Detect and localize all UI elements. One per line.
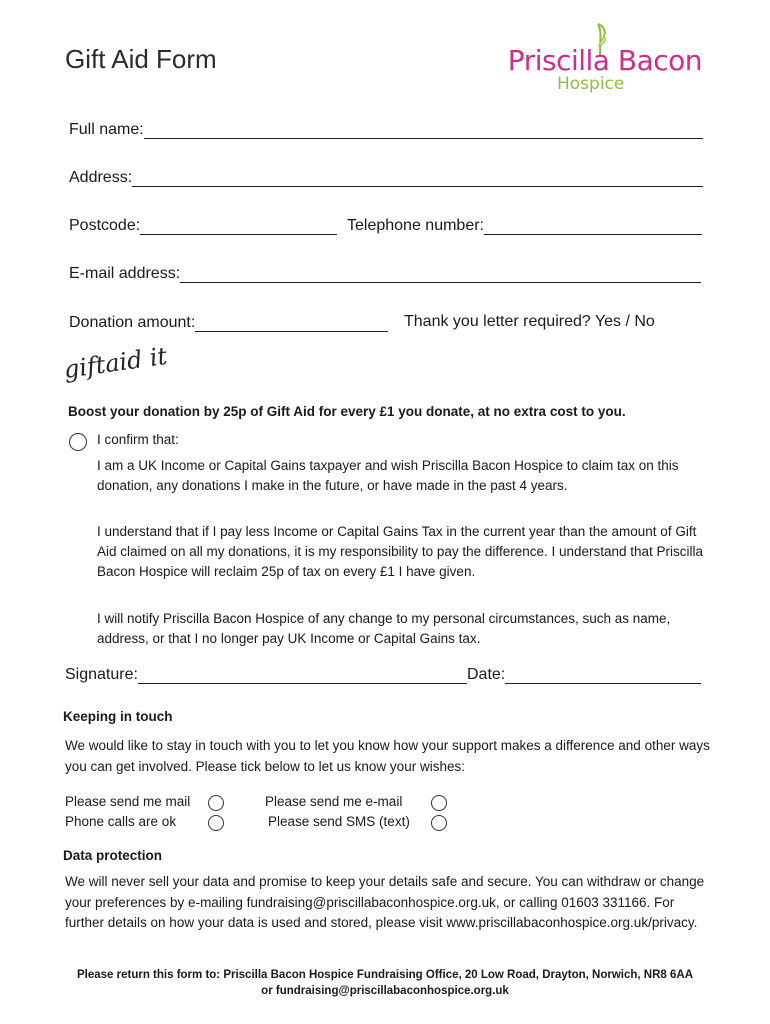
full-name-field[interactable] (144, 120, 703, 139)
signature-row (65, 665, 467, 684)
donation-label: Donation amount: (69, 314, 196, 331)
signature-field[interactable] (138, 665, 467, 684)
declaration-paragraph-1: I am a UK Income or Capital Gains taxpayer and wish Priscilla Bacon Hospice to claim tax on this donation, any donations I make in the future, or have made in the past 4 years. (97, 458, 679, 493)
footer-email: or fundraising@priscillabaconhospice.org.uk (261, 985, 509, 997)
telephone-label: Telephone number: (347, 217, 484, 234)
full-name-label: Full name: (69, 121, 144, 138)
postcode-field[interactable] (140, 216, 337, 235)
date-row (467, 665, 701, 684)
thank-you-letter-question[interactable]: Thank you letter required? Yes / No (404, 313, 655, 330)
giftaid-confirm-radio[interactable] (69, 433, 87, 451)
telephone-row (347, 216, 702, 235)
postcode-label: Postcode: (69, 217, 141, 234)
email-field[interactable] (180, 264, 701, 283)
confirm-label: I confirm that: (97, 432, 179, 447)
boost-text: Boost your donation by 25p of Gift Aid for every £1 you donate, at no extra cost to you. (68, 404, 626, 419)
donation-row (69, 313, 388, 332)
email-label: E-mail address: (69, 265, 181, 282)
email-row (69, 264, 701, 283)
pref-mail-checkbox[interactable] (208, 795, 224, 811)
logo-sub: Hospice (557, 74, 625, 94)
pref-phone-label: Phone calls are ok (65, 814, 177, 829)
keeping-in-touch-heading: Keeping in touch (63, 709, 173, 724)
declaration-paragraph-2: I understand that if I pay less Income or Capital Gains Tax in the current year than the amount of Gift Aid claimed on all my donations, it is my responsibility to pay the difference. I understand that Priscilla Bacon Hospice will reclaim 25p of tax on every £1 I have given. (97, 524, 704, 579)
data-protection-heading: Data protection (63, 848, 163, 863)
address-field[interactable] (132, 168, 703, 187)
pref-sms-label: Please send SMS (text) (268, 814, 410, 829)
address-row (69, 168, 703, 187)
keeping-in-touch-body: We would like to stay in touch with you to let you know how your support makes a difference and other ways you can get involved. Please tick below to let us know your wishes: (65, 738, 710, 774)
pref-mail-label: Please send me mail (65, 794, 191, 809)
data-protection-body: We will never sell your data and promise to keep your details safe and secure. You can withdraw or change your preferences by e-mailing fundraising@priscillabaconhospice.org.uk, or calling 01603 331166. For further details on how your data is used and stored, please visit www.priscillabaconhospice.org.uk/privacy. (65, 874, 705, 930)
pref-email-label: Please send me e-mail (265, 794, 403, 809)
declaration-paragraph-3: I will notify Priscilla Bacon Hospice of any change to my personal circumstances, such as name, address, or that I no longer pay UK Income or Capital Gains tax. (97, 611, 671, 646)
giftaid-logo: giftaid it (62, 341, 169, 384)
page-title: Gift Aid Form (65, 44, 217, 74)
date-label: Date: (467, 666, 506, 683)
postcode-row (69, 216, 337, 235)
date-field[interactable] (505, 665, 701, 684)
pref-phone-checkbox[interactable] (208, 815, 224, 831)
pref-email-checkbox[interactable] (431, 795, 447, 811)
footer-return-address: Please return this form to: Priscilla Bacon Hospice Fundraising Office, 20 Low Road, Drayton, Norwich, NR8 6AA (76, 969, 693, 981)
pref-sms-checkbox[interactable] (431, 815, 447, 831)
telephone-field[interactable] (484, 216, 702, 235)
full-name-row (69, 120, 703, 139)
donation-field[interactable] (195, 313, 388, 332)
signature-label: Signature: (65, 666, 138, 683)
address-label: Address: (69, 169, 133, 186)
logo-name: Priscilla Bacon (507, 44, 702, 77)
